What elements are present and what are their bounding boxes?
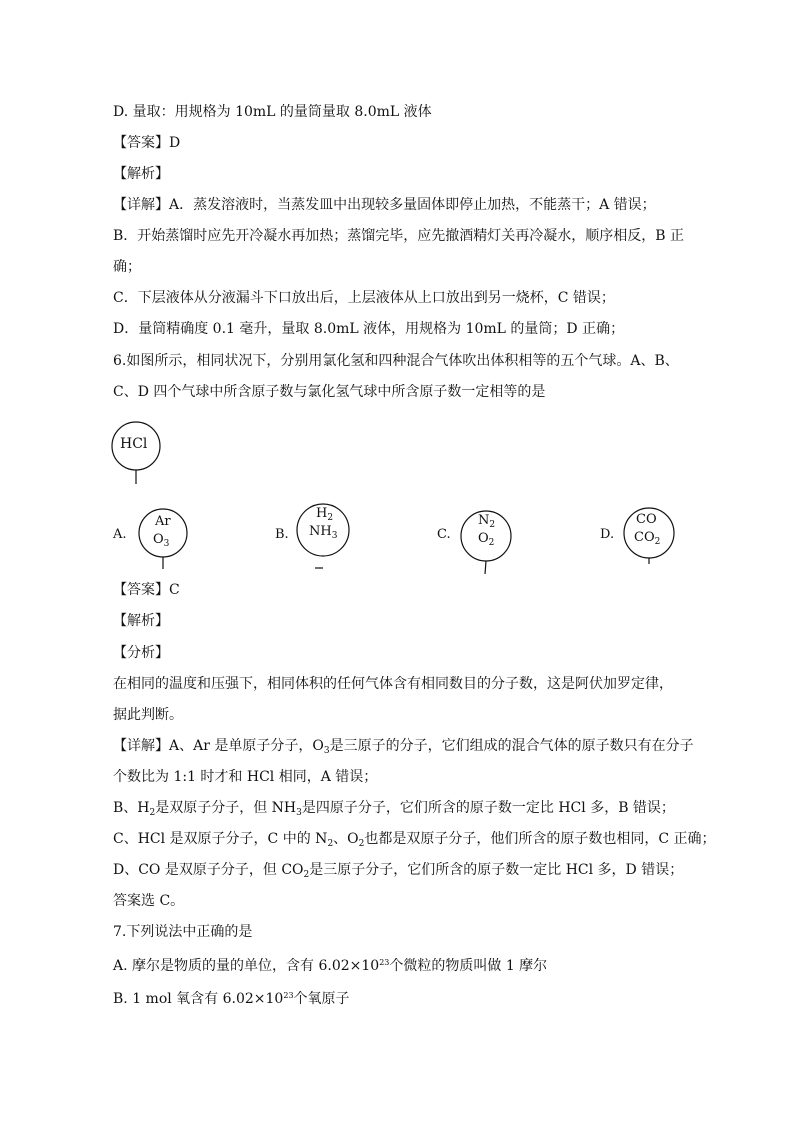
option-b-letter: B. [275,527,289,542]
balloon-c-gas1: $N_2$ [478,513,496,530]
balloon-a-gas2: $O_3$ [153,532,170,549]
text-line: D．量筒精确度 0.1 毫升，量取 8.0mL 液体，用规格为 10mL 的量筒；D 正确； [113,321,625,337]
balloon-c-gas2: $O_2$ [478,531,495,548]
text-line: B．开始蒸馏时应先开冷凝水再加热；蒸馏完毕，应先撤酒精灯关再冷凝水，顺序相反，B 正 [113,228,685,244]
answer-label: 【答案】C [113,582,180,598]
text-line: D. 量取：用规格为 10mL 的量筒量取 8.0mL 液体 [113,104,432,120]
balloon-b-gas2: $NH_3$ [309,524,338,541]
question-7-title: 7.下列说法中正确的是 [113,924,253,940]
detail-line: C、HCl 是双原子分子，C 中的 $N_2$、$O_2$也都是双原子分子，他们所含的原子数也相同，C 正确； [113,831,716,849]
detail-line: 个数比为 1:1 时才和 HCl 相同，A 错误； [113,769,378,785]
hcl-label: HCl [120,436,148,452]
question-7-option-a: A. 摩尔是物质的量的单位，含有 $6.02\times 10^{23}$个微粒的物质叫做 1 摩尔 [113,958,548,974]
question-6-title-cont: C、D 四个气球中所含原子数与氯化氢气球中所含原子数一定相等的是 [113,384,546,400]
balloon-d-gas2: $CO_2$ [634,530,661,547]
detail-line: 【详解】A、Ar 是单原子分子，$O_3$是三原子的分子，它们组成的混合气体的原子数只有在分子 [113,738,694,756]
text-line: 【详解】A．蒸发溶液时，当蒸发皿中出现较多量固体即停止加热，不能蒸干；A 错误； [113,197,656,213]
option-d-letter: D. [600,527,615,542]
text-line: 据此判断。 [113,707,183,723]
analysis-label: 【解析】 [113,166,169,182]
text-line: 在相同的温度和压强下，相同体积的任何气体含有相同数目的分子数，这是阿伏加罗定律， [113,676,673,692]
balloon-d-gas1: CO [636,512,657,527]
final-answer: 答案选 C。 [113,893,185,909]
text-line: C．下层液体从分液漏斗下口放出后，上层液体从上口放出到另一烧杯，C 错误； [113,290,615,306]
hcl-balloon [110,420,166,488]
detail-line: B、$H_2$是双原子分子，但 $NH_3$是四原子分子，它们所含的原子数一定比 HCl 多，B 错误； [113,800,675,818]
question-6-title: 6.如图所示，相同状况下，分别用氯化氢和四种混合气体吹出体积相等的五个气球。A、B、 [113,353,679,369]
balloon-b-gas1: $H_2$ [316,506,334,523]
text-line: 确； [113,259,141,275]
detail-line: D、CO 是双原子分子，但 $CO_2$是三原子分子，它们所含的原子数一定比 HCl 多，D 错误； [113,862,684,880]
analysis-sub-label: 【分析】 [113,645,169,661]
option-a-letter: A. [113,527,127,542]
balloon-a-gas1: Ar [155,514,171,529]
option-c-letter: C. [437,527,451,542]
answer-label: 【答案】D [113,135,181,151]
question-7-option-b: B. 1 mol 氧含有 $6.02\times 10^{23}$个氧原子 [113,991,350,1007]
analysis-label: 【解析】 [113,613,169,629]
